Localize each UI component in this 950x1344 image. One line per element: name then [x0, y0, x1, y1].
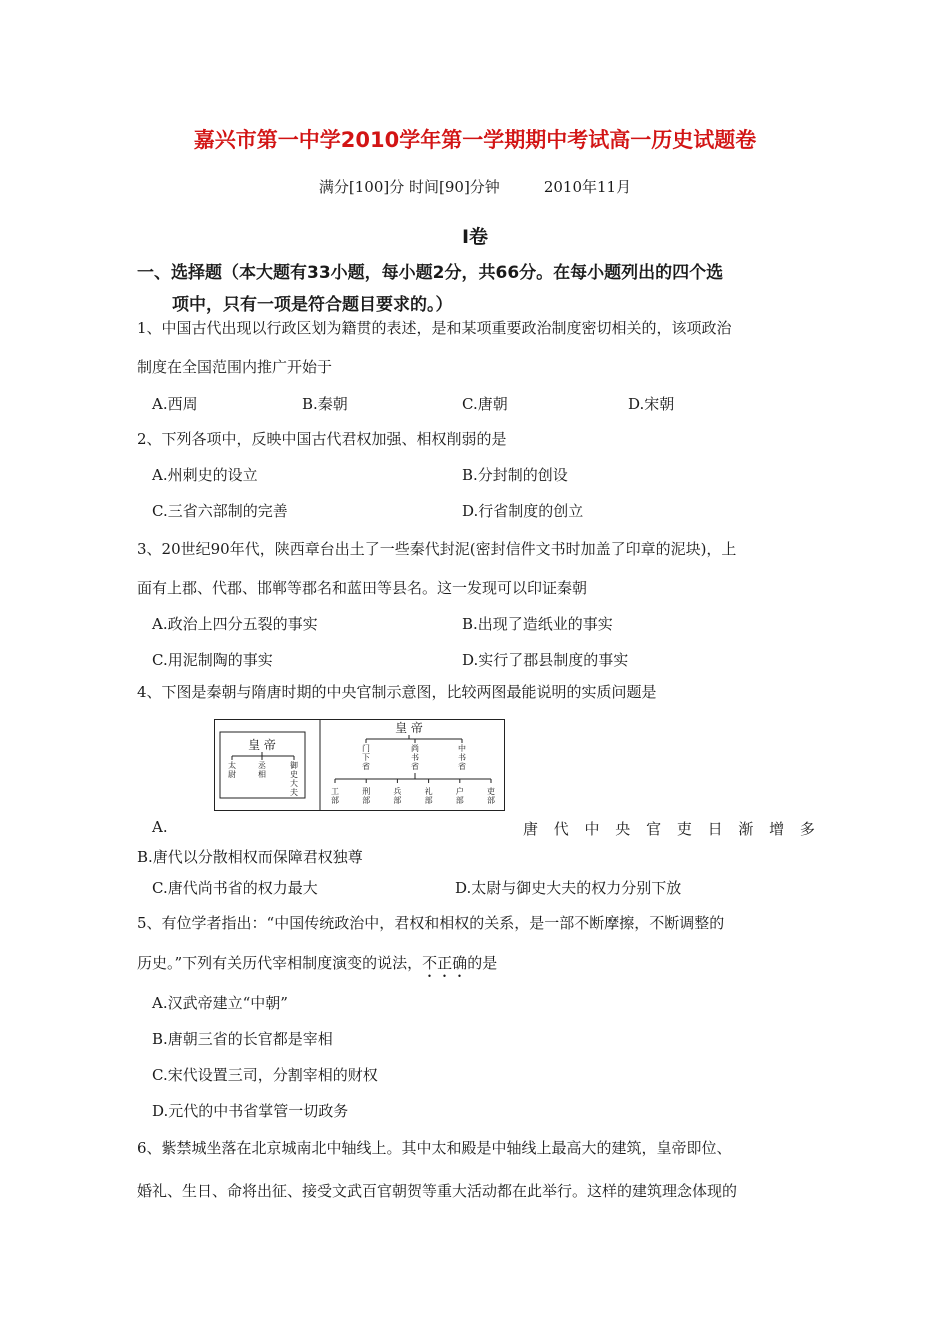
- exam-score-time: 满分[100]分 时间[90]分钟: [318, 178, 500, 196]
- q5-option-a: A.汉武帝建立“中朝”: [152, 994, 288, 1012]
- section-heading-line2: 项中，只有一项是符合题目要求的。）: [172, 295, 453, 315]
- right-bu-label: 吏部: [487, 787, 495, 805]
- q4-option-d: D.太尉与御史大夫的权力分别下放: [455, 879, 682, 897]
- q4-stem: 4、下图是秦朝与隋唐时期的中央官制示意图，比较两图最能说明的实质问题是: [137, 683, 657, 701]
- q3-option-b: B.出现了造纸业的事实: [462, 615, 613, 633]
- q5-option-b: B.唐朝三省的长官都是宰相: [152, 1030, 333, 1048]
- right-emperor-label: 皇 帝: [395, 721, 423, 735]
- q1-stem-line2: 制度在全国范围内推广开始于: [137, 358, 333, 376]
- exam-meta: [0, 176, 950, 197]
- q4-option-a-char: 增: [769, 820, 785, 838]
- q4-option-a-char: 官: [646, 820, 662, 838]
- exam-date: 2010年11月: [543, 178, 632, 196]
- q4-option-a-char: 日: [707, 820, 723, 838]
- q2-option-c: C.三省六部制的完善: [152, 502, 288, 520]
- q4-option-a-char: 多: [799, 820, 815, 838]
- q5-stem-pre: 历史。”下列有关历代宰相制度演变的说法，: [137, 954, 423, 972]
- q4-option-c: C.唐代尚书省的权力最大: [152, 879, 318, 897]
- q2-stem: 2、下列各项中，反映中国古代君权加强、相权削弱的是: [137, 430, 507, 448]
- q1-option-c: C.唐朝: [462, 395, 508, 413]
- q5-stem-post: 的是: [467, 954, 498, 972]
- left-official-label: 御史大夫: [290, 761, 298, 797]
- q5-stem-line1: 5、有位学者指出：“中国传统政治中，君权和相权的关系，是一部不断摩擦，不断调整的: [137, 914, 725, 932]
- q5-stem-line2: [137, 952, 497, 981]
- q3-stem-line1: 3、20世纪90年代，陕西章台出土了一些秦代封泥(密封信件文书时加盖了印章的泥块)，上: [137, 540, 737, 558]
- q6-stem-line2: 婚礼、生日、命将出征、接受文武百官朝贺等重大活动都在此举行。这样的建筑理念体现的: [137, 1182, 738, 1200]
- q1-option-a: A.西周: [152, 395, 198, 413]
- q5-emphasis-not-correct: 不正确: [422, 954, 468, 972]
- q5-option-d: D.元代的中书省掌管一切政务: [152, 1102, 349, 1120]
- right-sheng-label: 尚书省: [411, 744, 419, 771]
- right-sheng-label: 门下省: [362, 744, 370, 771]
- q1-option-b: B.秦朝: [302, 395, 348, 413]
- q3-option-c: C.用泥制陶的事实: [152, 651, 273, 669]
- right-sheng-group: [362, 743, 466, 771]
- right-sheng-label: 中书省: [458, 744, 466, 771]
- q3-option-a: A.政治上四分五裂的事实: [152, 615, 318, 633]
- left-officials-group: [228, 760, 298, 797]
- q4-option-a-text: [523, 818, 815, 839]
- right-bu-label: 工部: [331, 787, 339, 805]
- q2-option-d: D.行省制度的创立: [462, 502, 584, 520]
- central-official-system-diagram: [214, 719, 505, 811]
- left-emperor-label: 皇 帝: [248, 738, 276, 752]
- exam-title: 嘉兴市第一中学2010学年第一学期期中考试高一历史试题卷: [193, 128, 757, 152]
- left-official-label: 太尉: [228, 761, 236, 779]
- right-bu-group: [331, 779, 495, 805]
- q4-option-a-char: 吏: [676, 820, 692, 838]
- q4-option-a-char: 央: [615, 820, 631, 838]
- q4-option-a-char: 中: [584, 820, 600, 838]
- q2-option-a: A.州刺史的设立: [152, 466, 258, 484]
- q3-option-d: D.实行了郡县制度的事实: [462, 651, 629, 669]
- q6-stem-line1: 6、紫禁城坐落在北京城南北中轴线上。其中太和殿是中轴线上最高大的建筑，皇帝即位、: [137, 1139, 732, 1157]
- q1-stem-line1: 1、中国古代出现以行政区划为籍贯的表述，是和某项重要政治制度密切相关的，该项政治: [137, 319, 732, 337]
- right-bu-label: 刑部: [362, 787, 371, 805]
- volume-heading: Ⅰ卷: [461, 226, 489, 248]
- q4-option-a-char: 渐: [738, 820, 754, 838]
- q1-option-d: D.宋朝: [628, 395, 675, 413]
- left-official-label: 丞相: [258, 761, 266, 779]
- q3-stem-line2: 面有上郡、代郡、邯郸等郡名和蓝田等县名。这一发现可以印证秦朝: [137, 579, 588, 597]
- right-bu-label: 户部: [455, 787, 464, 805]
- q4-option-b: B.唐代以分散相权而保障君权独尊: [137, 848, 363, 866]
- q2-option-b: B.分封制的创设: [462, 466, 568, 484]
- q4-option-a-char: 唐: [523, 820, 539, 838]
- q5-option-c: C.宋代设置三司，分割宰相的财权: [152, 1066, 378, 1084]
- section-heading-line1: 一、选择题（本大题有33小题，每小题2分，共66分。在每小题列出的四个选: [137, 263, 724, 283]
- right-bu-label: 兵部: [393, 787, 402, 805]
- right-bu-label: 礼部: [424, 787, 433, 805]
- q4-option-a-label: A.: [152, 818, 168, 836]
- q4-option-a-char: 代: [553, 820, 569, 838]
